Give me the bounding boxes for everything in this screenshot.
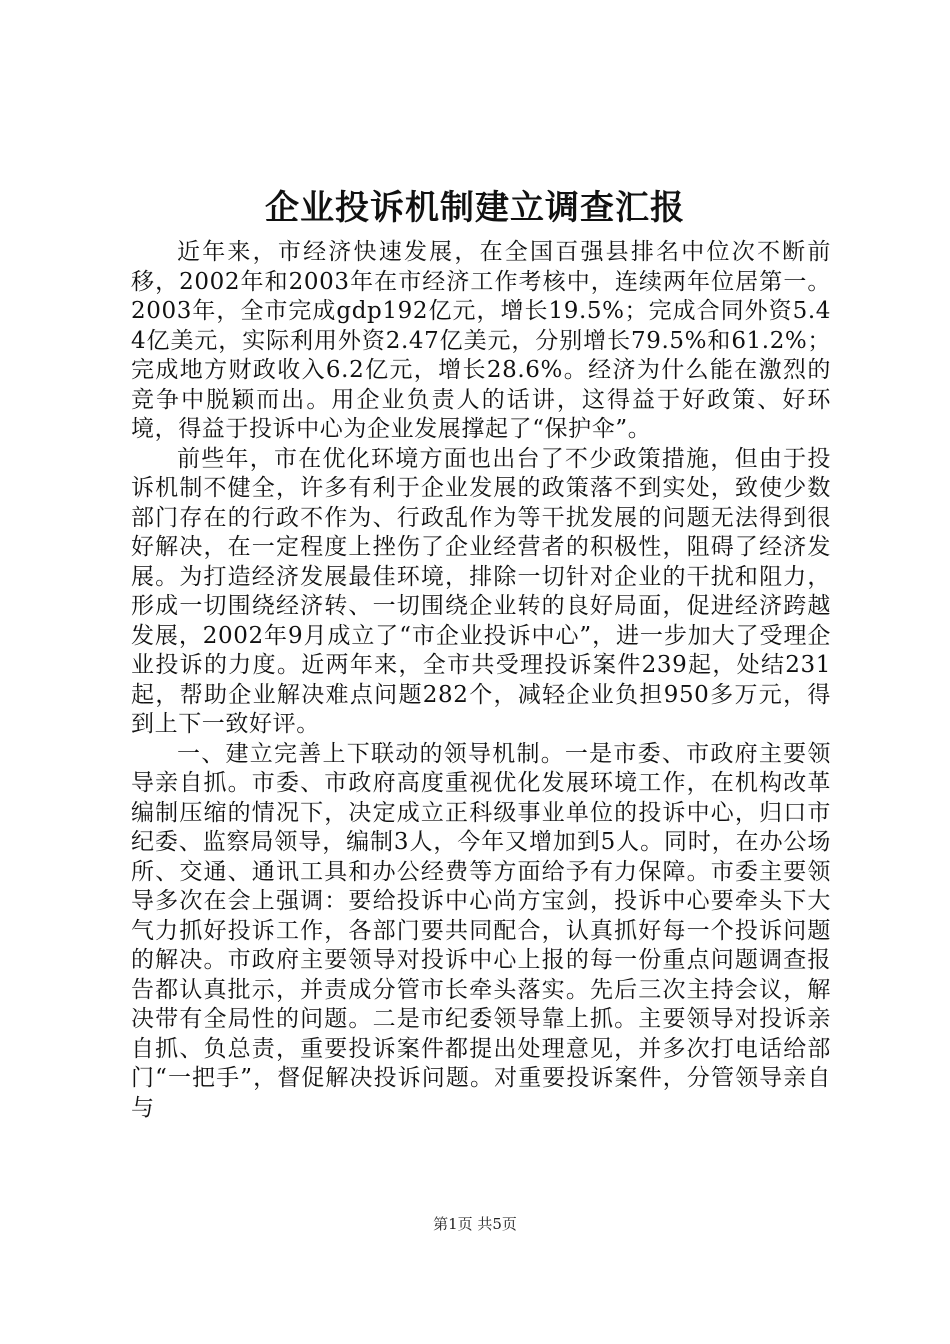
paragraph-intro: 近年来，市经济快速发展，在全国百强县排名中位次不断前移，2002年和2003年在市经济工作考核中，连续两年位居第一。2003年，全市完成gdp192亿元，增长19.5%；完成合同外资5.44亿美元，实际利用外资2.47亿美元，分别增长79.5%和61.2%；完成地方财政收入6.2亿元，增长28.6%。经济为什么能在激烈的竞争中脱颖而出。用企业负责人的话讲，这得益于好政策、好环境，得益于投诉中心为企业发展撑起了“保护伞”。	[131, 239, 831, 442]
paragraph-background: 前些年，市在优化环境方面也出台了不少政策措施，但由于投诉机制不健全，许多有利于企业发展的政策落不到实处，致使少数部门存在的行政不作为、行政乱作为等干扰发展的问题无法得到很好解决，在一定程度上挫伤了企业经营者的积极性，阻碍了经济发展。为打造经济发展最佳环境，排除一切针对企业的干扰和阻力，形成一切围绕经济转、一切围绕企业转的良好局面，促进经济跨越发展，2002年9月成立了“市企业投诉中心”，进一步加大了受理企业投诉的力度。近两年来，全市共受理投诉案件239起，处结231起，帮助企业解决难点问题282个，减轻企业负担950多万元，得到上下一致好评。	[131, 445, 831, 737]
document-body	[131, 238, 831, 1123]
document-title: 企业投诉机制建立调查汇报	[265, 188, 685, 228]
page-footer: 第1页 共5页	[433, 1215, 517, 1233]
paragraph-leadership-mechanism: 一、建立完善上下联动的领导机制。一是市委、市政府主要领导亲自抓。市委、市政府高度重视优化发展环境工作，在机构改革编制压缩的情况下，决定成立正科级事业单位的投诉中心，归口市纪委、监察局领导，编制3人，今年又增加到5人。同时，在办公场所、交通、通讯工具和办公经费等方面给予有力保障。市委主要领导多次在会上强调：要给投诉中心尚方宝剑，投诉中心要牵头下大气力抓好投诉工作，各部门要共同配合，认真抓好每一个投诉问题的解决。市政府主要领导对投诉中心上报的每一份重点问题调查报告都认真批示，并责成分管市长牵头落实。先后三次主持会议，解决带有全局性的问题。二是市纪委领导靠上抓。主要领导对投诉亲自抓、负总责，重要投诉案件都提出处理意见，并多次打电话给部门“一把手”，督促解决投诉问题。对重要投诉案件，分管领导亲自与	[131, 740, 831, 1121]
